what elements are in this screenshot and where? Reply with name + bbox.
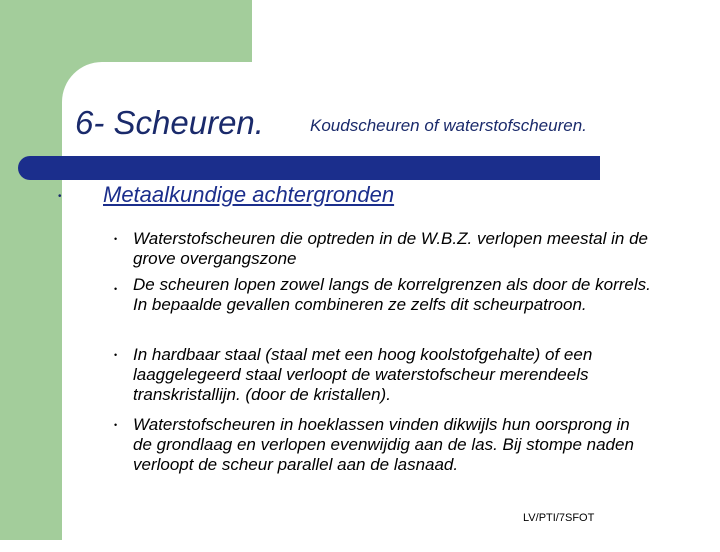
slide-title: 6- Scheuren. (75, 104, 264, 141)
list-item: Waterstofscheuren die optreden in de W.B.Z. verlopen meestal in de grove overgangszone (133, 229, 648, 268)
list-item: In hardbaar staal (staal met een hoog koolstofgehalte) of een laaggelegeerd staal verloopt de waterstofscheur merendeels transkristallijn. (door de kristallen). (133, 345, 593, 404)
section-heading: Metaalkundige achtergronden (103, 182, 395, 207)
bullet-icon: • (114, 284, 118, 294)
footer-label: LV/PTI/7SFOT (523, 512, 595, 524)
bullet-icon: • (58, 191, 62, 202)
bullet-icon: • (114, 234, 118, 244)
bullet-icon: • (114, 420, 118, 430)
title-underline-bar (18, 156, 600, 180)
slide-subtitle: Koudscheuren of waterstofscheuren. (310, 116, 587, 135)
list-item: De scheuren lopen zowel langs de korrelgrenzen als door de korrels. In bepaalde gevallen combineren ze zelfs dit scheurpatroon. (133, 275, 651, 314)
bullet-icon: • (114, 350, 118, 360)
list-item: Waterstofscheuren in hoeklassen vinden dikwijls hun oorsprong in de grondlaag en verlopen evenwijdig aan de las. Bij stompe naden verloopt de scheur parallel aan de lasnaad. (133, 415, 634, 474)
